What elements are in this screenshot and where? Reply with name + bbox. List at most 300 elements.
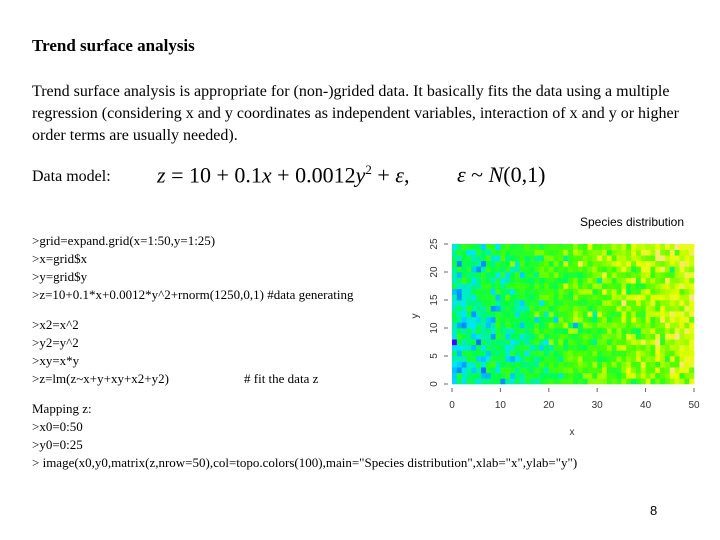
heatmap-cell [641, 289, 646, 295]
heatmap-cell [554, 339, 559, 345]
heatmap-cell [505, 300, 510, 306]
heatmap-cell [612, 334, 617, 340]
heatmap-cell [660, 339, 665, 345]
heatmap-cell [670, 255, 675, 261]
heatmap-cell [660, 350, 665, 356]
heatmap-cell [462, 328, 467, 334]
heatmap-cell [496, 339, 501, 345]
heatmap-cell [529, 328, 534, 334]
heatmap-cell [534, 362, 539, 368]
heatmap-cell [675, 255, 680, 261]
heatmap-cell [457, 244, 462, 250]
heatmap-cell [583, 378, 588, 384]
heatmap-cell [578, 328, 583, 334]
heatmap-cell [525, 289, 530, 295]
heatmap-cell [568, 362, 573, 368]
heatmap-cell [675, 294, 680, 300]
heatmap-cell [665, 339, 670, 345]
heatmap-cell [617, 378, 622, 384]
heatmap-cell [670, 345, 675, 351]
heatmap-cell [568, 378, 573, 384]
heatmap-cell [520, 300, 525, 306]
x-tick-label: 50 [688, 400, 700, 411]
heatmap-cell [636, 272, 641, 278]
heatmap-cell [563, 322, 568, 328]
heatmap-cell [621, 339, 626, 345]
heatmap-cell [607, 322, 612, 328]
heatmap-cell [544, 362, 549, 368]
heatmap-cell [568, 306, 573, 312]
heatmap-cell [568, 334, 573, 340]
heatmap-cell [563, 283, 568, 289]
heatmap-cell [650, 306, 655, 312]
heatmap-cell [467, 356, 472, 362]
heatmap-cell [588, 266, 593, 272]
heatmap-cell [679, 289, 684, 295]
heatmap-cell [563, 317, 568, 323]
heatmap-cell [578, 283, 583, 289]
heatmap-cell [684, 261, 689, 267]
heatmap-cell [462, 306, 467, 312]
heatmap-cell [491, 250, 496, 256]
heatmap-cell [520, 278, 525, 284]
heatmap-cell [636, 261, 641, 267]
heatmap-cell [549, 278, 554, 284]
heatmap-cell [525, 255, 530, 261]
heatmap-cell [646, 278, 651, 284]
heatmap-cell [573, 266, 578, 272]
heatmap-cell [457, 255, 462, 261]
heatmap-cell [607, 272, 612, 278]
heatmap-cell [684, 266, 689, 272]
heatmap-cell [563, 289, 568, 295]
heatmap-cell [689, 244, 694, 250]
heatmap-cell [515, 311, 520, 317]
heatmap-cell [554, 244, 559, 250]
heatmap-cell [462, 261, 467, 267]
heatmap-cell [660, 283, 665, 289]
heatmap-cell [573, 261, 578, 267]
heatmap-cell [563, 362, 568, 368]
heatmap-cell [539, 378, 544, 384]
heatmap-cell [646, 356, 651, 362]
heatmap-cell [617, 300, 622, 306]
heatmap-cell [607, 306, 612, 312]
heatmap-cell [529, 255, 534, 261]
heatmap-cell [520, 373, 525, 379]
heatmap-cell [476, 322, 481, 328]
heatmap-cell [665, 317, 670, 323]
heatmap-cell [617, 339, 622, 345]
heatmap-cell [496, 300, 501, 306]
heatmap-cell [520, 317, 525, 323]
heatmap-cell [597, 350, 602, 356]
heatmap-cell [675, 322, 680, 328]
heatmap-cell [558, 334, 563, 340]
heatmap-cell [558, 378, 563, 384]
heatmap-cell [592, 345, 597, 351]
heatmap-cell [665, 272, 670, 278]
heatmap-cell [529, 300, 534, 306]
heatmap-cell [558, 317, 563, 323]
heatmap-cell [554, 289, 559, 295]
heatmap-cell [558, 255, 563, 261]
heatmap-cell [563, 278, 568, 284]
heatmap-cell [583, 311, 588, 317]
heatmap-cell [496, 294, 501, 300]
heatmap-cell [486, 306, 491, 312]
heatmap-cell [578, 367, 583, 373]
heatmap-cell [544, 311, 549, 317]
heatmap-cell [573, 250, 578, 256]
heatmap-cell [462, 255, 467, 261]
heatmap-cell [646, 261, 651, 267]
heatmap-cell [462, 300, 467, 306]
heatmap-cell [457, 356, 462, 362]
heatmap-cell [525, 306, 530, 312]
heatmap-cell [617, 266, 622, 272]
heatmap-cell [525, 345, 530, 351]
heatmap-cell [684, 250, 689, 256]
heatmap-cell [679, 345, 684, 351]
heatmap-cell [520, 306, 525, 312]
heatmap-cell [534, 261, 539, 267]
heatmap-cell [568, 255, 573, 261]
heatmap-cell [558, 266, 563, 272]
heatmap-cell [597, 278, 602, 284]
heatmap-cell [549, 294, 554, 300]
heatmap-cell [500, 272, 505, 278]
page-number: 8 [650, 503, 658, 518]
heatmap-cell [636, 350, 641, 356]
heatmap-cell [592, 250, 597, 256]
heatmap-cell [481, 272, 486, 278]
heatmap-cell [500, 244, 505, 250]
heatmap-cell [534, 328, 539, 334]
heatmap-cell [549, 317, 554, 323]
heatmap-cell [558, 250, 563, 256]
heatmap-cell [679, 373, 684, 379]
heatmap-cell [568, 345, 573, 351]
heatmap-cell [486, 283, 491, 289]
heatmap-cell [679, 261, 684, 267]
heatmap-cell [626, 278, 631, 284]
heatmap-cell [679, 255, 684, 261]
heatmap-cell [578, 272, 583, 278]
heatmap-cell [578, 378, 583, 384]
heatmap-cell [641, 294, 646, 300]
heatmap-cell [617, 278, 622, 284]
heatmap-cell [665, 334, 670, 340]
heatmap-cell [646, 345, 651, 351]
heatmap-cell [481, 250, 486, 256]
heatmap-cell [583, 362, 588, 368]
heatmap-cell [452, 255, 457, 261]
heatmap-cell [636, 300, 641, 306]
heatmap-cell [529, 294, 534, 300]
heatmap-cell [486, 350, 491, 356]
heatmap-cell [471, 261, 476, 267]
heatmap-cell [583, 339, 588, 345]
heatmap-cell [529, 356, 534, 362]
heatmap-cell [626, 367, 631, 373]
heatmap-cell [631, 328, 636, 334]
heatmap-cell [558, 356, 563, 362]
heatmap-cell [568, 278, 573, 284]
heatmap-cell [646, 322, 651, 328]
heatmap-cell [520, 362, 525, 368]
heatmap-cell [578, 255, 583, 261]
heatmap-cell [573, 334, 578, 340]
heatmap-cell [641, 350, 646, 356]
heatmap-cell [525, 339, 530, 345]
heatmap-cell [573, 244, 578, 250]
heatmap-cell [476, 244, 481, 250]
heatmap-cell [491, 311, 496, 317]
heatmap-cell [583, 350, 588, 356]
heatmap-cell [679, 272, 684, 278]
heatmap-cell [583, 250, 588, 256]
heatmap-cell [476, 328, 481, 334]
heatmap-cell [650, 266, 655, 272]
heatmap-cell [467, 362, 472, 368]
heatmap-cell [650, 255, 655, 261]
heatmap-cell [544, 283, 549, 289]
heatmap-cell [646, 306, 651, 312]
heatmap-cell [670, 266, 675, 272]
heatmap-cell [578, 373, 583, 379]
heatmap-cell [462, 272, 467, 278]
heatmap-cell [578, 294, 583, 300]
heatmap-cell [636, 362, 641, 368]
heatmap-cell [578, 250, 583, 256]
heatmap-cell [510, 294, 515, 300]
heatmap-cell [481, 367, 486, 373]
heatmap-cell [578, 261, 583, 267]
heatmap-cell [583, 289, 588, 295]
heatmap-cell [491, 283, 496, 289]
heatmap-cell [573, 328, 578, 334]
heatmap-cell [650, 367, 655, 373]
heatmap-cell [525, 362, 530, 368]
heatmap-cell [621, 345, 626, 351]
heatmap-cell [583, 255, 588, 261]
heatmap-cell [505, 373, 510, 379]
heatmap-cell [491, 322, 496, 328]
plot-title: Species distribution [579, 215, 685, 229]
heatmap-cell [670, 294, 675, 300]
heatmap-cell [510, 244, 515, 250]
heatmap-cell [457, 300, 462, 306]
heatmap-cell [689, 350, 694, 356]
heatmap-cell [665, 294, 670, 300]
heatmap-cell [505, 278, 510, 284]
heatmap-cell [534, 278, 539, 284]
heatmap-cell [636, 334, 641, 340]
heatmap-cell [573, 367, 578, 373]
heatmap-cell [500, 278, 505, 284]
heatmap-cell [583, 261, 588, 267]
heatmap-cell [655, 339, 660, 345]
heatmap-cell [655, 250, 660, 256]
heatmap-cell [675, 345, 680, 351]
heatmap-cell [597, 294, 602, 300]
heatmap-cell [684, 378, 689, 384]
heatmap-cell [462, 244, 467, 250]
heatmap-cell [684, 283, 689, 289]
heatmap-cell [534, 244, 539, 250]
heatmap-cell [689, 278, 694, 284]
heatmap-cell [520, 294, 525, 300]
heatmap-cell [525, 322, 530, 328]
heatmap-cell [500, 255, 505, 261]
heatmap-cell [491, 255, 496, 261]
heatmap-cell [471, 266, 476, 272]
heatmap-cell [510, 367, 515, 373]
heatmap-cell [655, 311, 660, 317]
heatmap-cell [510, 339, 515, 345]
heatmap-cell [549, 250, 554, 256]
heatmap-cell [626, 317, 631, 323]
heatmap-cell [689, 250, 694, 256]
heatmap-cell [539, 339, 544, 345]
heatmap-cell [539, 266, 544, 272]
species-distribution-plot [410, 212, 710, 438]
heatmap-cell [636, 294, 641, 300]
heatmap-cell [650, 244, 655, 250]
heatmap-cell [481, 362, 486, 368]
heatmap-cell [621, 362, 626, 368]
heatmap-cell [452, 283, 457, 289]
heatmap-cell [520, 350, 525, 356]
heatmap-cell [452, 362, 457, 368]
heatmap-cell [602, 272, 607, 278]
heatmap-cell [544, 345, 549, 351]
heatmap-cell [481, 322, 486, 328]
heatmap-cell [452, 328, 457, 334]
heatmap-cell [491, 328, 496, 334]
heatmap-cell [641, 306, 646, 312]
y-axis [429, 238, 448, 387]
heatmap-cell [670, 367, 675, 373]
heatmap-cell [621, 322, 626, 328]
heatmap-cell [641, 317, 646, 323]
heatmap-cell [568, 373, 573, 379]
heatmap-cell [573, 356, 578, 362]
heatmap-cell [525, 317, 530, 323]
heatmap-cell [650, 328, 655, 334]
heatmap-cell [505, 266, 510, 272]
heatmap-cell [631, 278, 636, 284]
heatmap-cell [631, 356, 636, 362]
heatmap-cell [525, 278, 530, 284]
heatmap-cell [636, 266, 641, 272]
heatmap-cell [617, 328, 622, 334]
heatmap-cell [689, 362, 694, 368]
heatmap-cell [655, 272, 660, 278]
heatmap-cell [515, 283, 520, 289]
heatmap-cell [689, 367, 694, 373]
heatmap-cell [617, 244, 622, 250]
heatmap-cell [621, 255, 626, 261]
heatmap-cell [612, 367, 617, 373]
heatmap-cell [457, 367, 462, 373]
heatmap-cell [568, 339, 573, 345]
heatmap-cell [621, 311, 626, 317]
heatmap-cell [646, 378, 651, 384]
heatmap-cell [467, 334, 472, 340]
code-comment-fit: # fit the data z [244, 371, 319, 386]
heatmap-cell [679, 311, 684, 317]
heatmap-cell [529, 317, 534, 323]
heatmap-cell [636, 306, 641, 312]
heatmap-cell [462, 283, 467, 289]
heatmap-cell [670, 278, 675, 284]
heatmap-cell [626, 339, 631, 345]
heatmap-cell [539, 244, 544, 250]
heatmap-cell [660, 322, 665, 328]
heatmap-cell [568, 244, 573, 250]
heatmap-cell [491, 367, 496, 373]
heatmap-cell [573, 373, 578, 379]
heatmap-cell [539, 317, 544, 323]
heatmap-cell [636, 250, 641, 256]
heatmap-cell [558, 283, 563, 289]
heatmap-cell [500, 317, 505, 323]
heatmap-cell [496, 317, 501, 323]
heatmap-cell [462, 378, 467, 384]
heatmap-cell [452, 350, 457, 356]
heatmap-cell [583, 306, 588, 312]
heatmap-cell [476, 356, 481, 362]
heatmap-cell [650, 362, 655, 368]
heatmap-cell [525, 272, 530, 278]
heatmap-cell [689, 266, 694, 272]
heatmap-cell [607, 350, 612, 356]
heatmap-cell [631, 261, 636, 267]
heatmap-cell [549, 261, 554, 267]
heatmap-cell [563, 250, 568, 256]
heatmap-cell [660, 250, 665, 256]
heatmap-cell [554, 311, 559, 317]
heatmap-cell [602, 261, 607, 267]
heatmap-cell [452, 345, 457, 351]
heatmap-cell [486, 367, 491, 373]
heatmap-cell [626, 300, 631, 306]
heatmap-cell [636, 356, 641, 362]
heatmap-cell [529, 362, 534, 368]
heatmap-cell [534, 311, 539, 317]
heatmap-cell [641, 250, 646, 256]
heatmap-cell [544, 278, 549, 284]
heatmap-cell [457, 378, 462, 384]
heatmap-cell [612, 300, 617, 306]
heatmap-cell [665, 255, 670, 261]
heatmap-cell [486, 300, 491, 306]
heatmap-cell [607, 339, 612, 345]
heatmap-cell [670, 306, 675, 312]
heatmap-cell [621, 244, 626, 250]
heatmap-cell [655, 294, 660, 300]
heatmap-cell [539, 322, 544, 328]
heatmap-cell [452, 294, 457, 300]
heatmap-cell [467, 255, 472, 261]
heatmap-cell [679, 350, 684, 356]
heatmap-cell [602, 250, 607, 256]
heatmap-cell [471, 345, 476, 351]
heatmap-cell [500, 350, 505, 356]
heatmap-cell [612, 255, 617, 261]
